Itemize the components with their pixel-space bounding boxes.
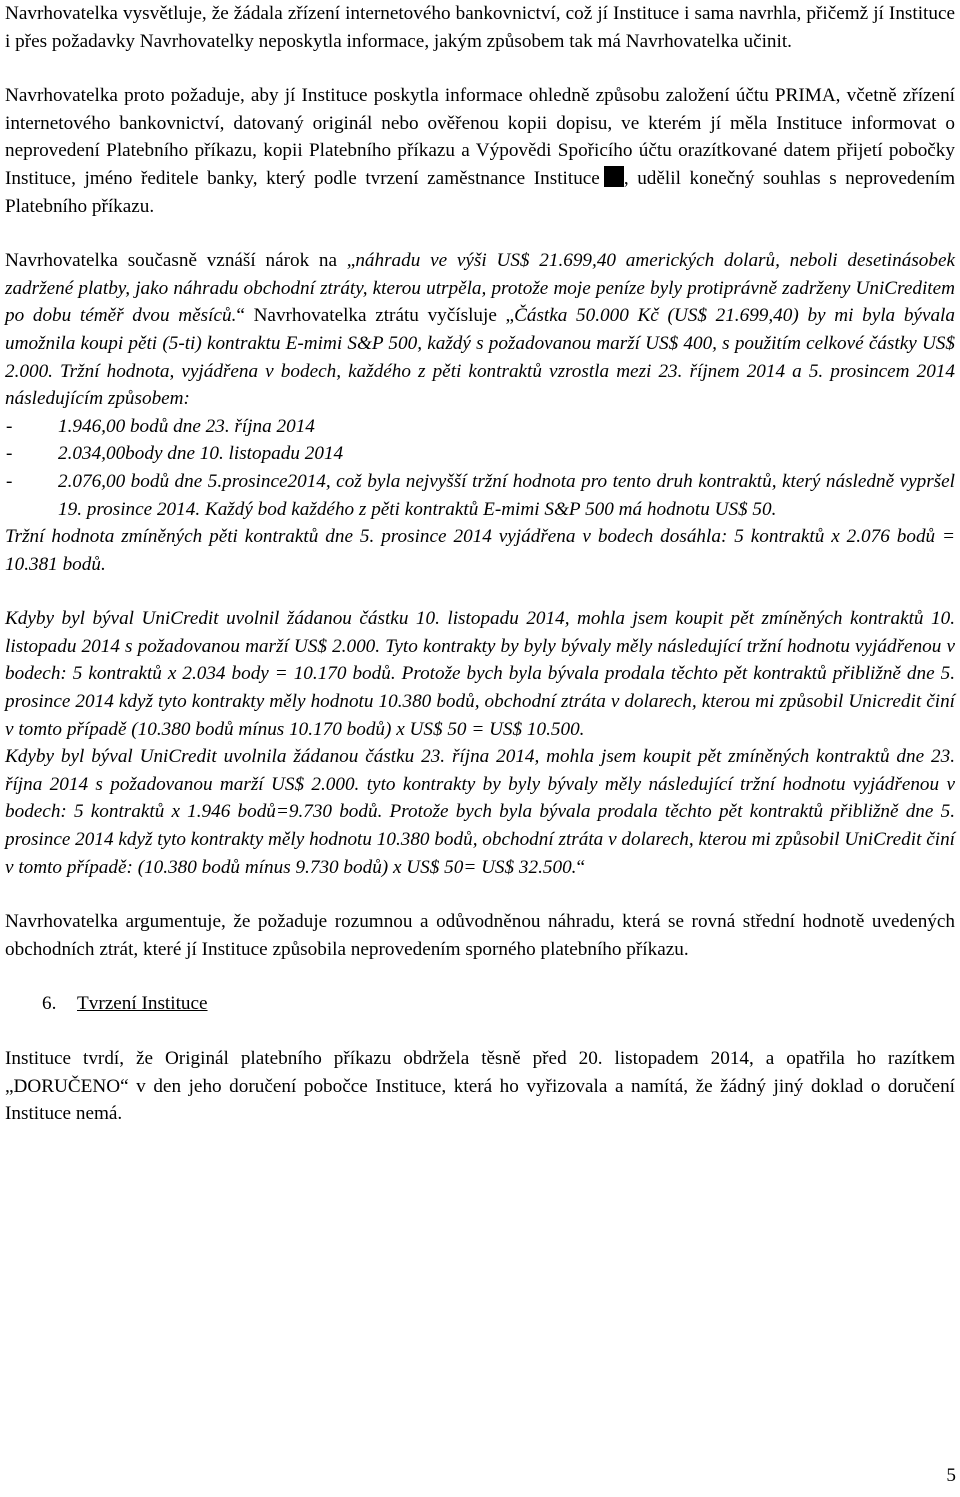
- list-dash: -: [6, 415, 13, 437]
- paragraph-gap: [5, 963, 955, 990]
- paragraph-gap: [5, 220, 955, 247]
- list-dash: -: [6, 443, 13, 465]
- paragraph-text: , udělil konečný souhlas s neprovedením Platebního příkazu.: [5, 167, 955, 217]
- paragraph-gap: [5, 881, 955, 908]
- paragraph-argument: Navrhovatelka argumentuje, že požaduje rozumnou a odůvodněnou náhradu, která se rovná střední hodnotě uvedených obchodních ztrát, které jí Instituce způsobila neprovedením sporného platebního příkazu.: [5, 911, 955, 960]
- list-item-text: 1.946,00 bodů dne 23. října 2014: [58, 415, 315, 437]
- paragraph-gap: [5, 55, 955, 82]
- paragraph-gap: [5, 578, 955, 605]
- scenario-text: Kdyby byl býval UniCredit uvolnila žádanou částku 23. října 2014, mohla jsem koupit pět zmíněných kontraktů dne 23. října 2014 s požadovanou marží US$ 2.000. tyto kontrakty by byly bývaly měly následující tržní hodnotu vyjádřenou v bodech: 5 kontraktů x 1.946 bodů=9.730 bodů. Protože bych byla bývala prodala těchto pět kontraktů přibližně dne 5. prosince 2014 když tyto kontrakty měly hodnotu 10.380 bodů, obchodní ztráta v dolarech, kterou mi způsobil UniCredit činí v tomto případě: (10.380 bodů mínus 9.730 bodů) x US$ 50= US$ 32.500.: [5, 746, 956, 878]
- list-item-text: 2.076,00 bodů dne 5.prosince2014, což byla nejvyšší tržní hodnota pro tento druh kontraktů, který následně vypršel 19. prosince 2014. Každý bod každého z pěti kontraktů E-mimi S&P 500 má hodnotu US$ 50.: [58, 470, 955, 520]
- claim-text: “ Navrhovatelka ztrátu vyčísluje „: [236, 305, 515, 327]
- claim-quote: náhradu ve výši US$ 21.699,40 amerických dolarů, neboli desetinásobek zadržené platby, jako náhradu obchodní ztráty, kterou utrpěla, protože moje peníze byly protiprávně zadrženy UniCreditem po dobu téměř dvou měsíců.: [5, 250, 956, 327]
- section-title: Tvrzení Instituce: [77, 993, 208, 1015]
- market-value-list: [5, 413, 955, 523]
- redaction-block: [604, 166, 624, 187]
- list-item: [5, 440, 955, 468]
- claim-text: Navrhovatelka současně vznáší nárok na „: [5, 250, 356, 272]
- paragraph-institution-claim: Instituce tvrdí, že Originál platebního příkazu obdržela těsně před 20. listopadem 2014, a opatřila ho razítkem „DORUČENO“ v den jeho doručení pobočce Instituce, která ho vyřizovala a namítá, že žádný jiný doklad o doručení Instituce nemá.: [5, 1048, 955, 1125]
- list-item: [5, 413, 955, 441]
- list-dash: -: [6, 470, 13, 492]
- document-page: [5, 0, 955, 1128]
- paragraph-text: Navrhovatelka proto požaduje, aby jí Instituce poskytla informace ohledně způsobu založení účtu PRIMA, včetně zřízení internetového bankovnictví, datovaný originál nebo ověřenou kopii dopisu, ve kterém jí měla Instituce informovat o neprovedení Platebního příkazu, kopii Platebního příkazu a Výpovědi Spořicího účtu orazítkované datem přijetí pobočky Instituce, jméno ředitele banky, který podle tvrzení zaměstnance Instituce: [5, 85, 955, 189]
- section-heading: [5, 990, 955, 1018]
- page-number: 5: [946, 1465, 956, 1486]
- paragraph-scenario-october: [5, 743, 955, 881]
- closing-quote: “: [576, 856, 586, 878]
- paragraph-internet-banking-request: Navrhovatelka vysvětluje, že žádala zřízení internetového bankovnictví, což jí Instituce i sama navrhla, přičemž jí Instituce i přes požadavky Navrhovatelky neposkytla informace, jakým způsobem tak má Navrhovatelka učinit.: [5, 3, 955, 52]
- list-item-text: 2.034,00body dne 10. listopadu 2014: [58, 443, 344, 465]
- list-item: [5, 468, 955, 523]
- claim-quote: Částka 50.000 Kč (US$ 21.699,40) by mi byla bývala umožnila koupi pěti (5-ti) kontraktu E-mimi S&P 500, každý s požadovanou marží US$ 400, s použitím celkové částky US$ 2.000. Tržní hodnota, vyjádřena v bodech, každého z pěti kontraktů vzrostla mezi 23. říjnem 2014 a 5. prosincem 2014 následujícím způsobem:: [5, 305, 955, 410]
- paragraph-market-value-total: Tržní hodnota zmíněných pěti kontraktů dne 5. prosince 2014 vyjádřena v bodech dosáhla: 5 kontraktů x 2.076 bodů = 10.381 bodů.: [5, 526, 955, 575]
- paragraph-gap: [5, 1018, 955, 1045]
- paragraph-information-request: [5, 82, 955, 220]
- paragraph-scenario-november: Kdyby byl býval UniCredit uvolnil žádanou částku 10. listopadu 2014, mohla jsem koupit pět zmíněných kontraktů 10. listopadu 2014 s požadovanou marží US$ 2.000. Tyto kontrakty by byly bývaly měly následující tržní hodnotu vyjádřenou v bodech: 5 kontraktů x 2.034 body = 10.170 bodů. Protože bych byla bývala prodala těchto pět kontraktů přibližně dne 5. prosince 2014 když tyto kontrakty měly hodnotu 10.380 bodů, obchodní ztráta v dolarech, kterou mi způsobil Unicredit činí v tomto případě (10.380 bodů mínus 10.170 bodů) x US$ 50 = US$ 10.500.: [5, 608, 955, 740]
- section-number: 6.: [42, 993, 57, 1015]
- paragraph-compensation-claim: [5, 247, 955, 413]
